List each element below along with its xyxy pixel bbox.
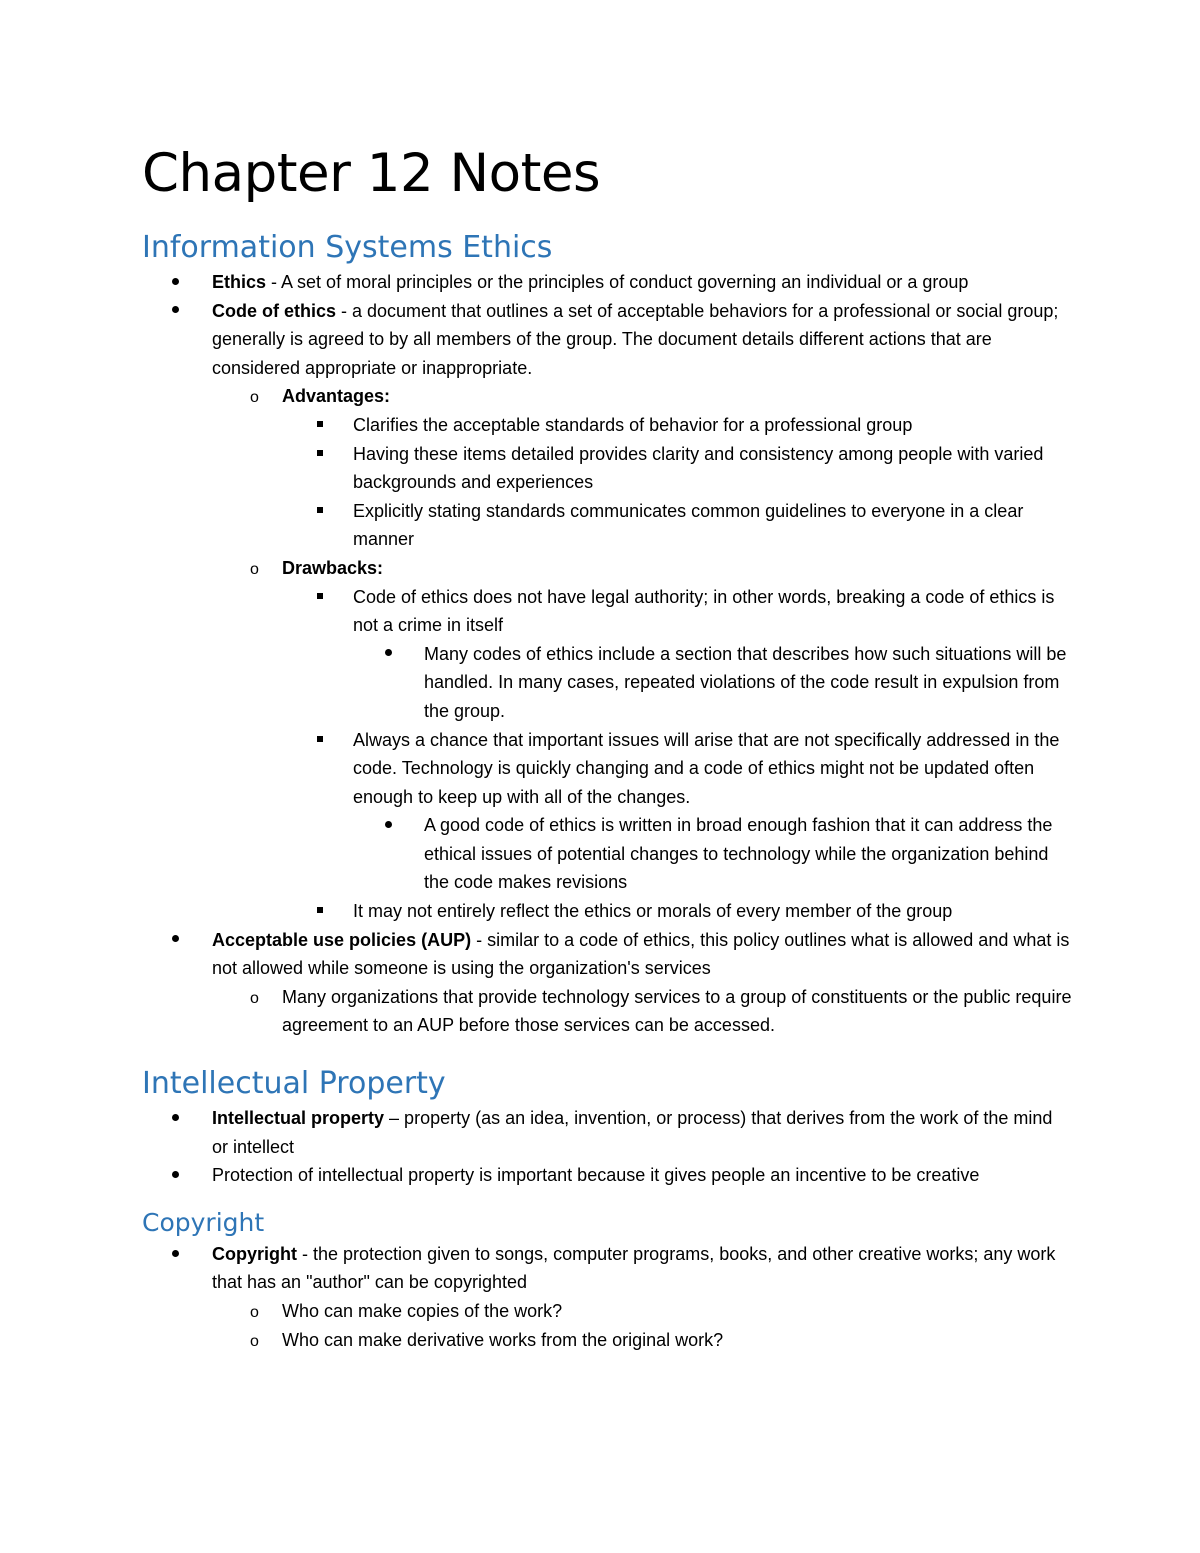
term-aup: Acceptable use policies (AUP) bbox=[212, 929, 472, 950]
bullet-dot-icon bbox=[172, 268, 179, 297]
bullet-dot-icon bbox=[172, 1240, 179, 1269]
heading-copyright: Copyright bbox=[142, 1207, 265, 1237]
bullet-dot-icon bbox=[172, 297, 179, 326]
drawback-text: Code of ethics does not have legal authority; in other words, breaking a code of ethics is not a crime in itself bbox=[353, 586, 1055, 636]
ip-protection-text: Protection of intellectual property is important because it gives people an incentive to be creative bbox=[212, 1165, 980, 1186]
term-code-of-ethics: Code of ethics bbox=[212, 300, 337, 321]
list-item-copyright bbox=[142, 1240, 1072, 1297]
advantages-label: Advantages: bbox=[282, 386, 391, 407]
definition-copyright: - the protection given to songs, computer programs, books, and other creative works; any work that has an "author" can be copyrighted bbox=[212, 1243, 1056, 1293]
drawback-detail-text: Many codes of ethics include a section that describes how such situations will be handled. In many cases, repeated violations of the code result in expulsion from the group. bbox=[424, 643, 1067, 721]
bullet-square-icon bbox=[317, 726, 323, 755]
list-item-aup bbox=[142, 926, 1072, 983]
term-ethics: Ethics bbox=[212, 272, 267, 292]
list-item-copyright-question bbox=[142, 1326, 1072, 1355]
list-item-advantage bbox=[142, 497, 1072, 554]
bullet-circle-icon bbox=[250, 1326, 259, 1357]
page-title: Chapter 12 Notes bbox=[142, 143, 601, 204]
bullet-square-icon bbox=[317, 497, 323, 526]
drawback-text: Always a chance that important issues will arise that are not specifically addressed in the code. Technology is quickly changing and a code of ethics might not be updated often enough to keep up with all of the changes. bbox=[353, 729, 1060, 807]
list-item-drawback bbox=[142, 897, 1072, 926]
bullet-circle-icon bbox=[250, 554, 259, 585]
list-item-ip-protection bbox=[142, 1161, 1072, 1190]
heading-intellectual-property: Intellectual Property bbox=[142, 1066, 446, 1102]
bullet-square-icon bbox=[317, 440, 323, 469]
bullet-dot-icon bbox=[172, 926, 179, 955]
ethics-list bbox=[142, 268, 1072, 1040]
list-item-copyright-question bbox=[142, 1297, 1072, 1326]
bullet-circle-icon bbox=[250, 1297, 259, 1328]
drawbacks-label: Drawbacks: bbox=[282, 557, 384, 578]
document-page bbox=[142, 138, 1072, 1354]
advantage-text: Explicitly stating standards communicates common guidelines to everyone in a clear manner bbox=[353, 500, 1024, 550]
term-intellectual-property: Intellectual property bbox=[212, 1108, 385, 1129]
bullet-dot-icon bbox=[385, 640, 392, 669]
copyright-list bbox=[142, 1240, 1072, 1354]
copyright-question-text: Who can make derivative works from the original work? bbox=[282, 1329, 724, 1350]
list-item-drawback-detail bbox=[142, 640, 1072, 726]
bullet-circle-icon bbox=[250, 382, 259, 413]
bullet-circle-icon bbox=[250, 983, 259, 1014]
bullet-dot-icon bbox=[385, 811, 392, 840]
list-item-drawback-detail bbox=[142, 811, 1072, 897]
definition-ethics: - A set of moral principles or the principles of conduct governing an individual or a group bbox=[266, 272, 969, 292]
bullet-square-icon bbox=[317, 897, 323, 926]
term-copyright: Copyright bbox=[212, 1243, 297, 1264]
bullet-dot-icon bbox=[172, 1161, 179, 1190]
list-item-aup-detail bbox=[142, 983, 1072, 1040]
aup-detail-text: Many organizations that provide technology services to a group of constituents or the public require agreement to an AUP before those services can be accessed. bbox=[282, 986, 1072, 1036]
drawback-detail-text: A good code of ethics is written in broad enough fashion that it can address the ethical issues of potential changes to technology while the organization behind the code makes revisions bbox=[424, 815, 1053, 893]
heading-information-systems-ethics: Information Systems Ethics bbox=[142, 230, 553, 265]
list-item-advantage bbox=[142, 440, 1072, 497]
advantage-text: Clarifies the acceptable standards of behavior for a professional group bbox=[353, 414, 913, 435]
list-item-drawbacks bbox=[142, 554, 1072, 583]
list-item-advantages bbox=[142, 382, 1072, 411]
copyright-question-text: Who can make copies of the work? bbox=[282, 1301, 563, 1321]
list-item-ethics bbox=[142, 268, 1072, 297]
intellectual-property-list bbox=[142, 1104, 1072, 1190]
bullet-dot-icon bbox=[172, 1104, 179, 1133]
list-item-advantage bbox=[142, 411, 1072, 440]
definition-code-of-ethics: - a document that outlines a set of acceptable behaviors for a professional or social group; generally is agreed to by all members of the group. The document details different actions that are considered appropriate or inappropriate. bbox=[212, 300, 1059, 378]
list-item-code-of-ethics bbox=[142, 297, 1072, 383]
list-item-intellectual-property bbox=[142, 1104, 1072, 1161]
bullet-square-icon bbox=[317, 411, 323, 440]
definition-aup: - similar to a code of ethics, this policy outlines what is allowed and what is not allowed while someone is using the organization's services bbox=[212, 929, 1070, 979]
definition-intellectual-property: – property (as an idea, invention, or process) that derives from the work of the mind or intellect bbox=[212, 1108, 1053, 1157]
bullet-square-icon bbox=[317, 583, 323, 612]
list-item-drawback bbox=[142, 583, 1072, 640]
list-item-drawback bbox=[142, 726, 1072, 812]
drawback-text: It may not entirely reflect the ethics or morals of every member of the group bbox=[353, 901, 953, 922]
advantage-text: Having these items detailed provides clarity and consistency among people with varied backgrounds and experiences bbox=[353, 443, 1044, 493]
